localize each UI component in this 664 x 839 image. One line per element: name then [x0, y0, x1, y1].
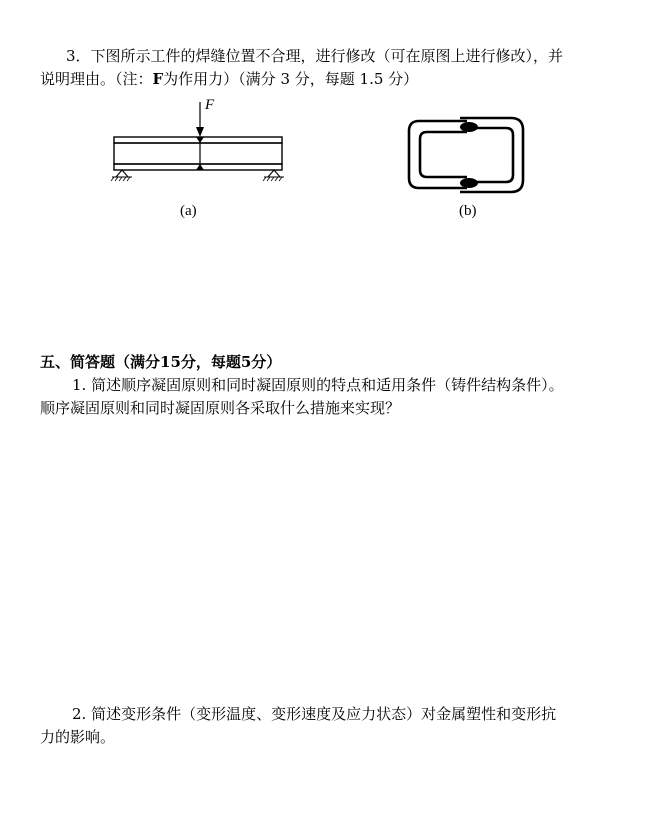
weld-mark-bottom: [196, 164, 204, 170]
force-label: F: [205, 97, 215, 113]
section5-q2-line2: 力的影响。: [40, 728, 116, 746]
q3-line2-prefix: 说明理由。（注：: [40, 70, 153, 88]
left-support: [111, 170, 132, 181]
figure-b-caption: (b): [459, 203, 477, 219]
weld-mark-top: [196, 137, 204, 143]
bracket-inner: [467, 128, 513, 182]
figure-b-frame-diagram: [405, 116, 530, 194]
beam-web: [114, 143, 282, 164]
figure-a-beam-diagram: [108, 100, 288, 190]
q3-line1: 3．下图所示工件的焊缝位置不合理，进行修改（可在原图上进行修改），并: [66, 47, 564, 65]
force-arrow-head: [196, 127, 204, 137]
right-support: [263, 170, 284, 181]
section5-heading: 五、简答题（满分15分，每题5分）: [40, 353, 282, 371]
frame-inner: [420, 132, 467, 177]
q3-line2: [40, 69, 418, 89]
section5-q1-line1: 1. 简述顺序凝固原则和同时凝固原则的特点和适用条件（铸件结构条件）。: [72, 376, 564, 394]
weld-bead-top: [460, 122, 478, 132]
q3-line2-suffix: 为作用力）（满分 3 分，每题 1.5 分）: [163, 70, 419, 88]
section5-q2-line1: 2. 简述变形条件（变形温度、变形速度及应力状态）对金属塑性和变形抗: [72, 705, 557, 723]
force-symbol-inline: F: [152, 70, 164, 88]
section5-q1-line2: 顺序凝固原则和同时凝固原则各采取什么措施来实现？: [40, 399, 401, 417]
figure-a-caption: (a): [180, 203, 197, 219]
weld-bead-bottom: [460, 178, 478, 188]
